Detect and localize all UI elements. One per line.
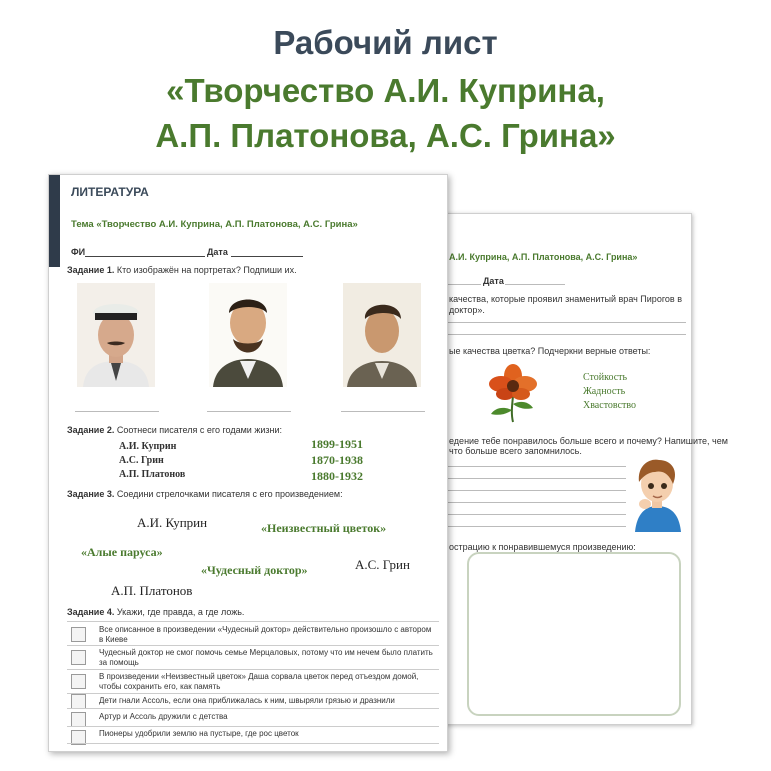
trait-1: Стойкость [583, 372, 628, 383]
answer-line [441, 502, 626, 503]
fio-line [85, 256, 205, 257]
writer-1: А.И. Куприн [119, 441, 177, 452]
match-grin[interactable]: А.С. Грин [355, 557, 410, 572]
drawing-area [467, 552, 681, 716]
task4-text: Укажи, где правда, а где ложь. [116, 607, 245, 617]
tf-checkbox-5[interactable] [71, 712, 86, 727]
header-bar [49, 175, 60, 267]
back-date-label: Дата [483, 276, 504, 286]
answer-line [441, 334, 686, 335]
portrait-platonov-grin [209, 283, 287, 387]
match-platonov[interactable]: А.П. Платонов [111, 583, 193, 598]
years-3: 1880-1932 [311, 469, 363, 483]
task1-text: Кто изображён на портретах? Подпиши их. [116, 265, 297, 275]
task3-text: Соедини стрелочками писателя с его произведением: [116, 489, 343, 499]
back-q1b: доктор». [449, 305, 485, 315]
portrait-kuprin [77, 283, 155, 387]
tf-checkbox-1[interactable] [71, 627, 86, 642]
signature-line-1 [75, 411, 159, 412]
signature-line-3 [341, 411, 425, 412]
trait-3: Хвастовство [583, 400, 637, 411]
portrait-grin-platonov [343, 283, 421, 387]
back-q4: острацию к понравившемуся произведению: [449, 542, 636, 552]
back-q1: качества, которые проявил знаменитый врач Пирогов в [449, 294, 682, 304]
match-sails[interactable]: «Алые паруса» [81, 545, 163, 559]
answer-line [441, 526, 626, 527]
row-divider [67, 708, 439, 709]
row-divider [67, 693, 439, 694]
statement-4: Дети гнали Ассоль, если она приближалась к ним, швыряли грязью и дразнили [99, 696, 395, 705]
task3-label: Задание 3. [67, 489, 115, 499]
back-q2: ые качества цветка? Подчеркни верные ответы: [449, 346, 651, 356]
fio-label: ФИ [71, 247, 86, 257]
task2-label: Задание 2. [67, 425, 115, 435]
back-theme: А.И. Куприна, А.П. Платонова, А.С. Грина» [449, 252, 638, 262]
task1-label: Задание 1. [67, 265, 115, 275]
signature-line-2 [207, 411, 291, 412]
writer-3: А.П. Платонов [119, 469, 186, 480]
trait-2: Жадность [583, 386, 626, 397]
boy-illustration [627, 454, 687, 534]
worksheet-title-line1: Рабочий лист [273, 24, 498, 61]
statement-2: Чудесный доктор не смог помочь семье Мерцаловых, потому что им нечем было платить за помощь [99, 648, 433, 667]
row-divider [67, 645, 439, 646]
tf-checkbox-4[interactable] [71, 694, 86, 709]
answer-line [441, 490, 626, 491]
row-divider [67, 669, 439, 670]
theme-label: Тема [71, 219, 94, 230]
years-2: 1870-1938 [311, 453, 363, 467]
answer-line [441, 514, 626, 515]
worksheet-title-line3: А.П. Платонова, А.С. Грина» [155, 117, 616, 154]
front-page [48, 174, 448, 752]
row-divider [67, 743, 439, 744]
years-1: 1899-1951 [311, 437, 363, 451]
flower-illustration [485, 362, 541, 424]
statement-3: В произведении «Неизвестный цветок» Даша сорвала цветок перед отъездом домой, чтобы сохранить его, как память [99, 672, 419, 691]
task4-label: Задание 4. [67, 607, 115, 617]
match-kuprin[interactable]: А.И. Куприн [137, 515, 208, 530]
row-divider [67, 726, 439, 727]
tf-checkbox-3[interactable] [71, 674, 86, 689]
answer-line [441, 466, 626, 467]
statement-1: Все описанное в произведении «Чудесный доктор» действительно произошло с автором в Киеве [99, 625, 432, 644]
back-date-line [505, 284, 565, 285]
date-line [231, 256, 303, 257]
row-divider [67, 621, 439, 622]
tf-checkbox-2[interactable] [71, 650, 86, 665]
match-flower[interactable]: «Неизвестный цветок» [261, 521, 387, 535]
task2-text: Соотнеси писателя с его годами жизни: [116, 425, 282, 435]
back-page [426, 213, 728, 725]
statement-5: Артур и Ассоль дружили с детства [99, 712, 228, 721]
match-doctor[interactable]: «Чудесный доктор» [201, 563, 308, 577]
theme-text: «Творчество А.И. Куприна, А.П. Платонова, А.С. Грина» [96, 219, 358, 230]
statement-6: Пионеры удобрили землю на пустыре, где рос цветок [99, 729, 299, 738]
answer-line [441, 478, 626, 479]
date-label: Дата [207, 247, 228, 257]
answer-line [441, 322, 686, 323]
back-q3: едение тебе понравилось больше всего и почему? Напишите, чем [449, 436, 728, 446]
subject-title: ЛИТЕРАТУРА [71, 185, 149, 199]
writer-2: А.С. Грин [119, 455, 164, 466]
back-q3b: что больше всего запомнилось. [449, 446, 582, 456]
worksheet-title-line2: «Творчество А.И. Куприна, [166, 72, 605, 109]
